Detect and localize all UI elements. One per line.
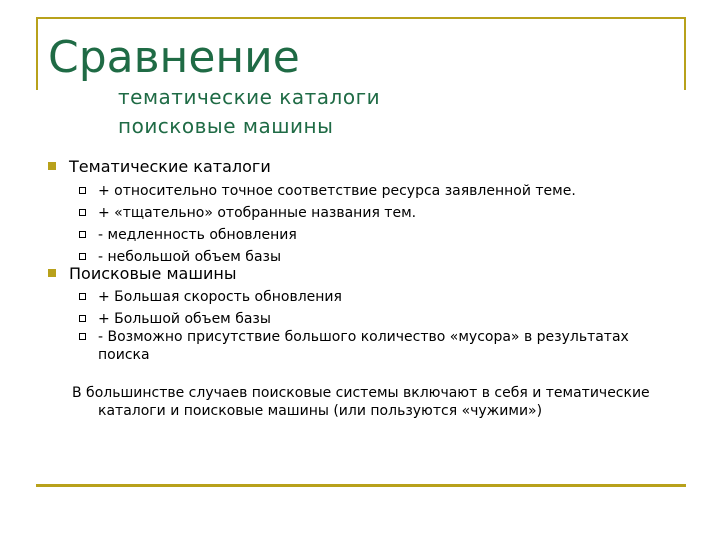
sub-bullet-text: + «тщательно» отобранные названия тем. [98, 205, 417, 221]
hollow-square-bullet-icon [79, 231, 86, 238]
sub-bullet-text: - медленность обновления [98, 227, 297, 243]
sub-bullet [79, 182, 689, 200]
frame-bottom-line [36, 484, 686, 487]
sub-bullet [79, 328, 689, 364]
summary-note-line: В большинстве случаев поисковые системы включают в себя и тематические [72, 385, 650, 401]
sub-bullet [79, 288, 689, 306]
square-bullet-icon [48, 162, 56, 170]
bullet-heading-text: Поисковые машины [69, 263, 237, 283]
sub-bullet-text: - небольшой объем базы [98, 249, 282, 265]
summary-note-line: каталоги и поисковые машины (или пользуются «чужими») [98, 403, 543, 419]
sub-bullet-text: - Возможно присутствие большого количество «мусора» в результатах поиска [98, 329, 629, 363]
hollow-square-bullet-icon [79, 209, 86, 216]
sub-bullet-text: + Большая скорость обновления [98, 289, 342, 305]
subtitle-line: поисковые машины [118, 114, 334, 138]
hollow-square-bullet-icon [79, 315, 86, 322]
hollow-square-bullet-icon [79, 293, 86, 300]
bullet-heading-search-engines [48, 262, 236, 284]
hollow-square-bullet-icon [79, 253, 86, 260]
sub-bullet [79, 310, 689, 328]
hollow-square-bullet-icon [79, 333, 86, 340]
sub-bullet-text: + относительно точное соответствие ресурса заявленной теме. [98, 183, 576, 199]
slide-title: Сравнение [48, 32, 300, 83]
sub-bullet-text: + Большой объем базы [98, 311, 271, 327]
summary-note [72, 384, 692, 420]
hollow-square-bullet-icon [79, 187, 86, 194]
sub-bullet [79, 204, 689, 222]
bullet-heading-catalogs [48, 155, 271, 177]
bullet-heading-text: Тематические каталоги [69, 156, 271, 176]
frame-left-line [36, 17, 38, 90]
frame-right-line [684, 17, 686, 90]
subtitle-line: тематические каталоги [118, 85, 381, 109]
sub-bullet [79, 226, 689, 244]
square-bullet-icon [48, 269, 56, 277]
frame-top-line [36, 17, 686, 19]
